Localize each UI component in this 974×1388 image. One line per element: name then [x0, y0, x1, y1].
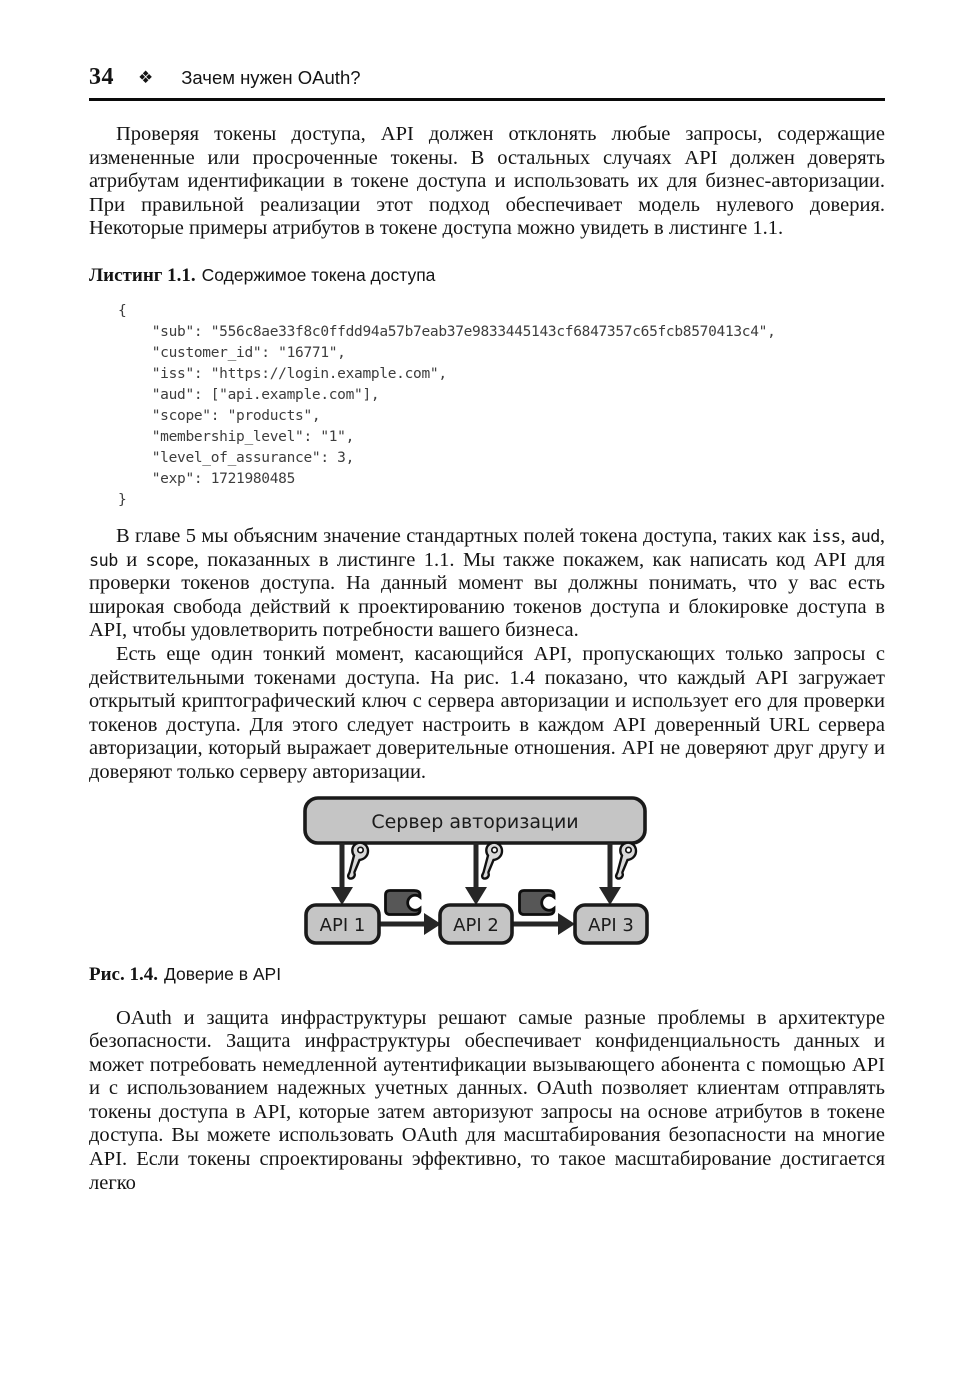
page-header — [89, 64, 885, 101]
chapter-title: Зачем нужен OAuth? — [181, 67, 361, 88]
listing-title: Содержимое токена доступа — [201, 264, 436, 285]
text-segment: , показанных в листинге 1.1. Мы также покажем, как написать код API для проверки токенов доступа. На данный момент вы должны понимать, что у вас есть широкая свобода действий к проектированию токенов доступа и блокировке доступа в API, чтобы удовлетворить потребности вашего бизнеса. — [89, 548, 885, 642]
code-line: "membership_level": "1", — [118, 428, 355, 445]
paragraph-standard-claims — [89, 525, 885, 643]
paragraph-oauth-vs-infrastructure: OAuth и защита инфраструктуры решают самые разные проблемы в архитектуре безопасности. Защита инфраструктуры обеспечивает конфиденциальность данных и может потребовать немедленной аутентификации вызывающего абонента с помощью API и с использованием надежных учетных данных. OAuth позволяет клиентам отправлять токены доступа в API, которые затем авторизуют запросы на основе атрибутов в токене доступа. Вы можете использовать OAuth для масштабирования безопасности на многие API. Если токены спроектированы эффективно, то такое масштабирование достигается легко — [89, 1006, 885, 1194]
diamond-separator-icon: ❖ — [138, 68, 154, 87]
code-line: "level_of_assurance": 3, — [118, 449, 355, 466]
code-line: "sub": "556c8ae33f8c0ffdd94a57b7eab37e9833445143cf6847357c65fcb8570413c4", — [118, 323, 776, 340]
api1-label: API 1 — [319, 914, 366, 936]
figure-caption — [89, 964, 885, 986]
claim-sub: sub — [89, 549, 118, 570]
api-trust-figure — [300, 795, 654, 947]
claim-scope: scope — [145, 549, 194, 570]
key-icon — [482, 842, 502, 878]
arrow-right-api2-api3 — [513, 913, 575, 935]
code-line: "iss": "https://login.example.com", — [118, 365, 447, 382]
api3-label: API 3 — [588, 914, 634, 936]
access-token-icon — [520, 890, 555, 914]
code-block — [89, 301, 885, 511]
code-line: "exp": 1721980485 — [118, 470, 296, 487]
claim-iss: iss — [811, 525, 841, 546]
text-segment: , — [879, 524, 886, 547]
page-number: 34 — [89, 64, 114, 90]
code-line: "scope": "products", — [118, 407, 321, 424]
code-line: } — [118, 491, 127, 508]
api2-label: API 2 — [453, 914, 499, 936]
paragraph-token-validation: Проверяя токены доступа, API должен отклонять любые запросы, содержащие измененные или просроченные токены. В остальных случаях API должен доверять атрибутам идентификации в токене доступа и использовать их для бизнес-авторизации. При правильной реализации этот подход обеспечивает модель нулевого доверия. Некоторые примеры атрибутов в токене доступа можно увидеть в листинге 1.1. — [89, 123, 885, 240]
code-line: { — [118, 302, 127, 319]
listing-label: Листинг 1.1. — [89, 264, 196, 286]
authorization-server-label: Сервер авторизации — [371, 810, 579, 833]
figure-label: Рис. 1.4. — [89, 963, 158, 985]
key-icon — [348, 842, 368, 878]
listing-caption — [89, 265, 885, 287]
paragraph-api-trust: Есть еще один тонкий момент, касающийся API, пропускающих только запросы с действительными токенами доступа. На рис. 1.4 показано, что каждый API загружает открытый криптографический ключ с сервера авторизации и использует его для проверки токенов доступа. Для этого следует настроить в каждом API доверенный URL сервера авторизации, который выражает доверительные отношения. API не доверяют друг другу и доверяют только серверу авторизации. — [89, 642, 885, 783]
code-line: "aud": ["api.example.com"], — [118, 386, 380, 403]
access-token-icon — [386, 890, 421, 914]
api-trust-diagram — [300, 795, 654, 947]
code-line: "customer_id": "16771", — [118, 344, 346, 361]
text-segment: и — [117, 548, 146, 571]
key-icon — [616, 842, 636, 878]
text-segment: , — [840, 524, 852, 547]
arrow-right-api1-api2 — [380, 913, 441, 935]
figure-title: Доверие в API — [164, 963, 282, 984]
claim-aud: aud — [851, 525, 880, 546]
text-segment: В главе 5 мы объясним значение стандартных полей токена доступа, таких как — [116, 524, 812, 547]
